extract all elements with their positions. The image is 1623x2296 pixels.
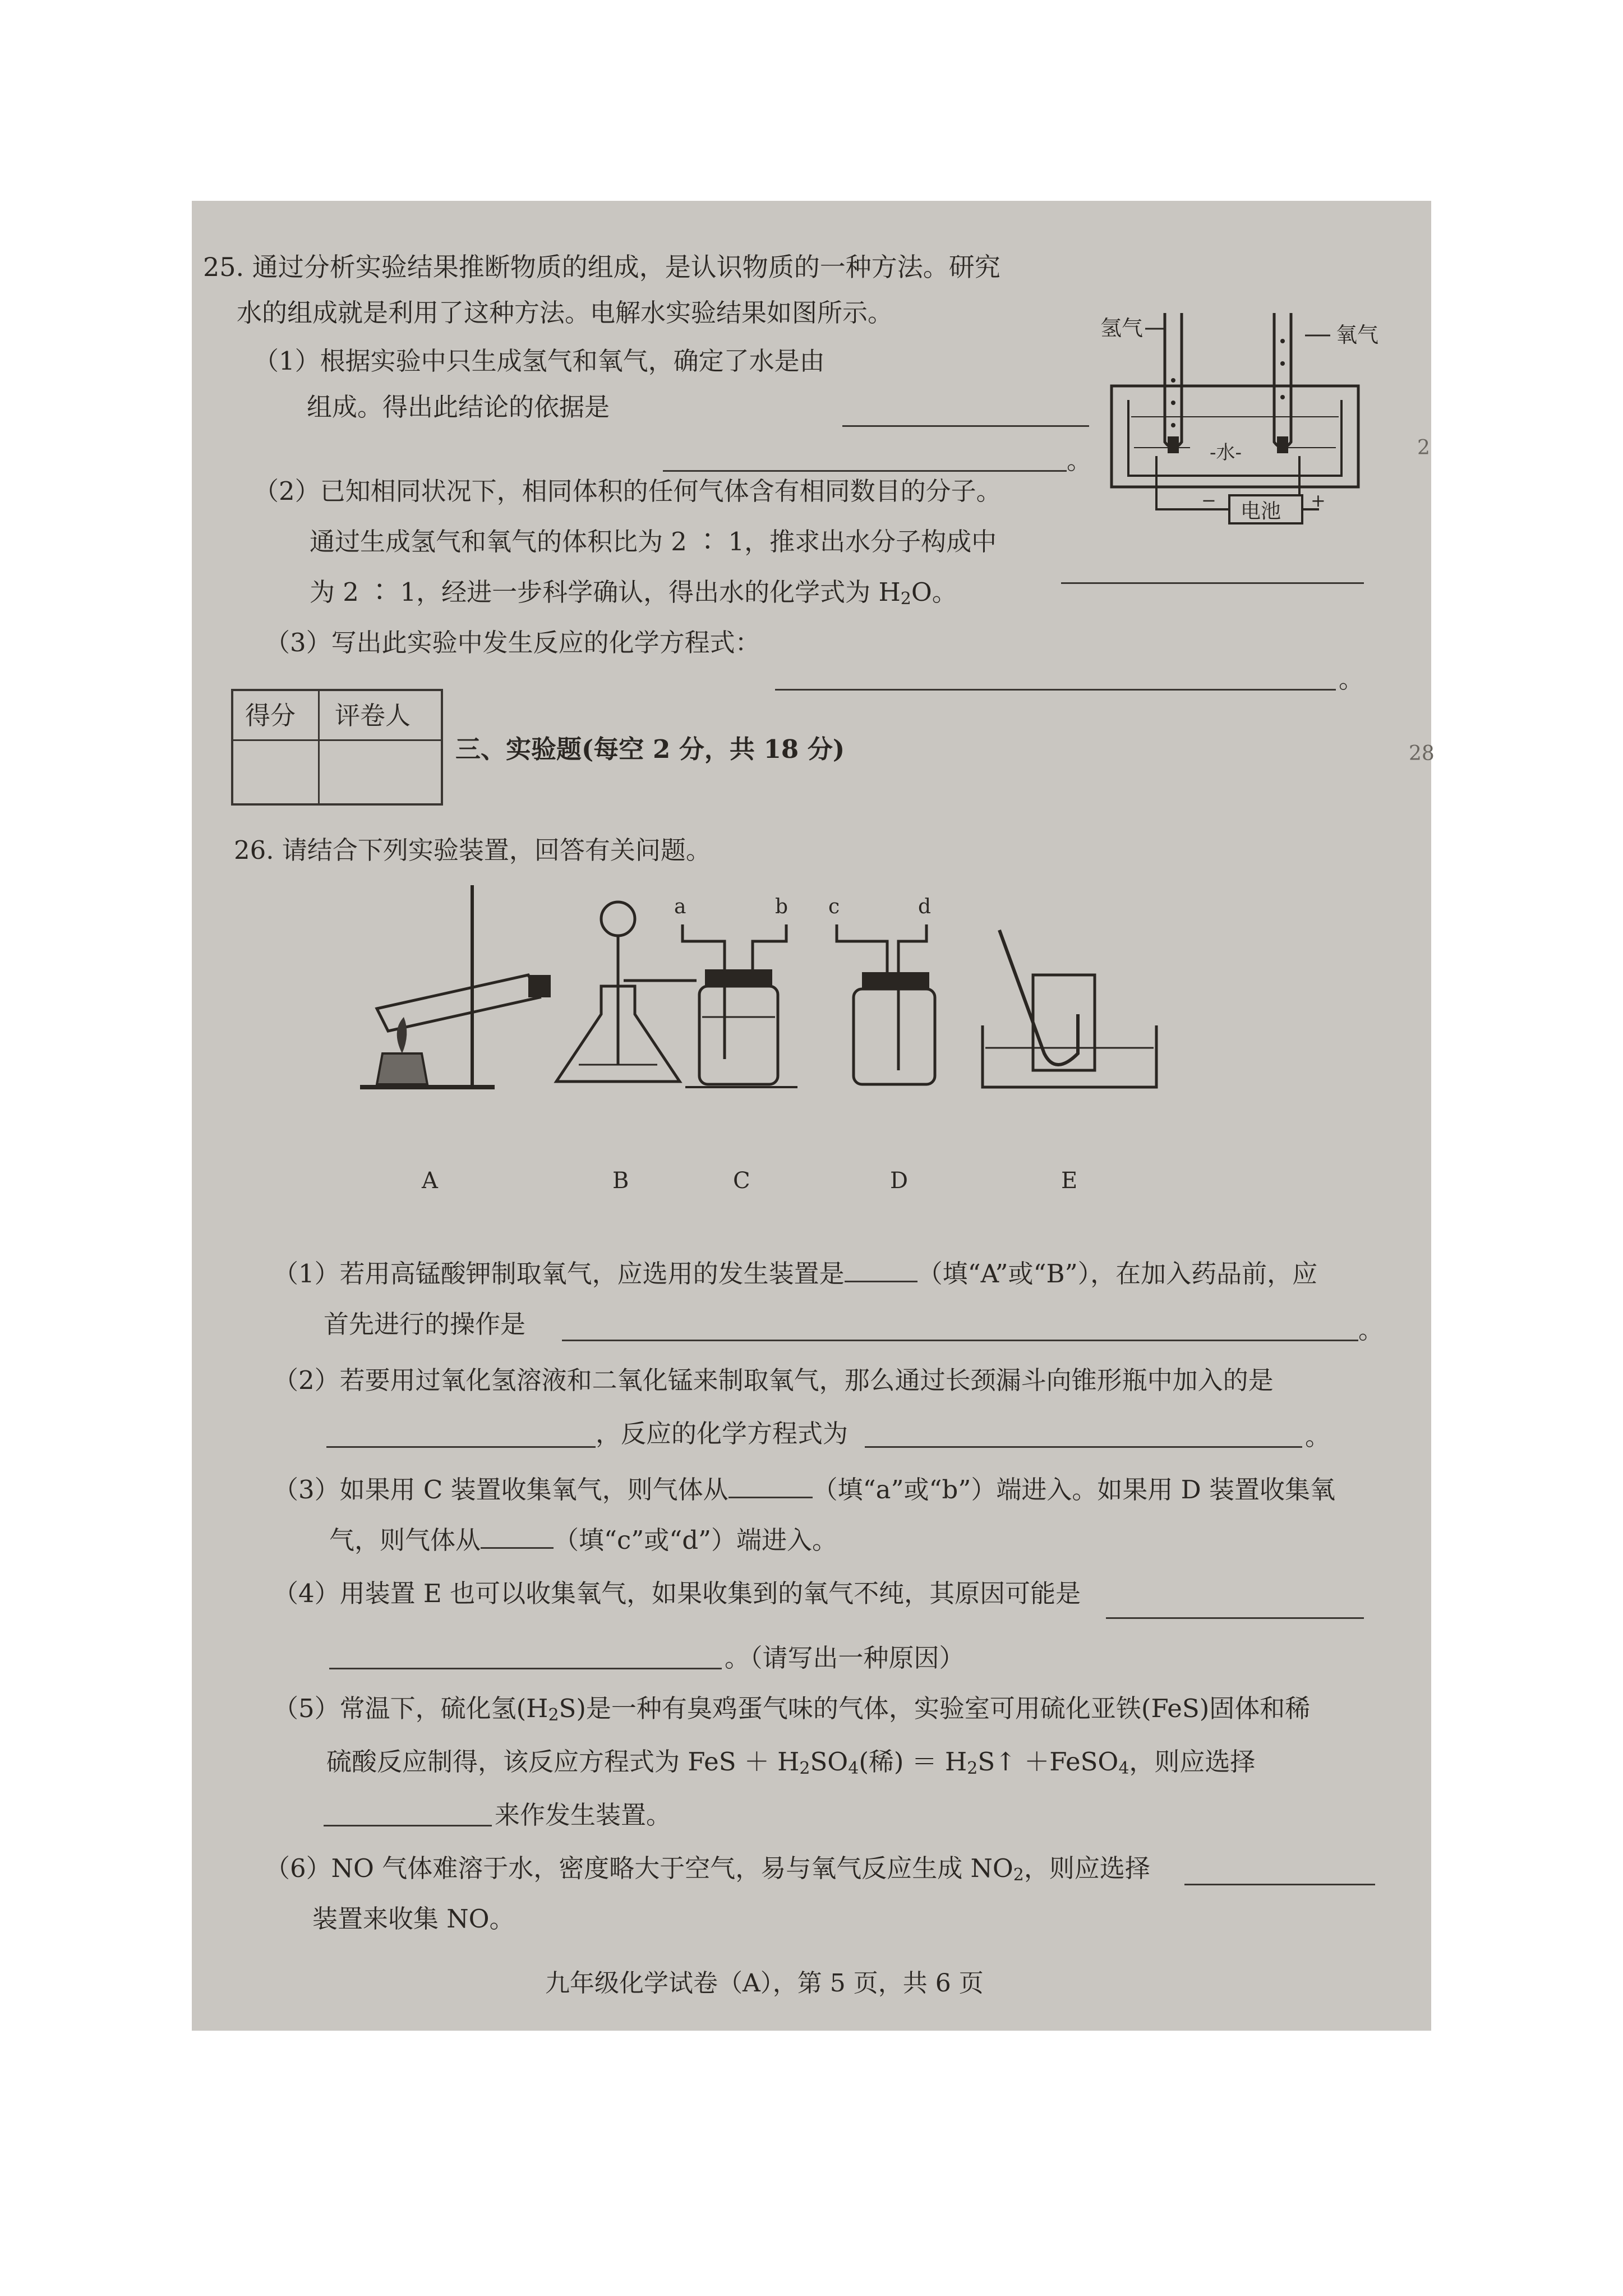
label-e: E: [1061, 1168, 1078, 1194]
edge-mark: 28: [1409, 742, 1435, 765]
answer-blank[interactable]: [326, 1446, 596, 1448]
grader-header: 评卷人: [335, 701, 411, 730]
battery-label: 电池: [1241, 500, 1281, 523]
port-c: c: [828, 895, 840, 918]
q25-part1-period: 。: [1067, 445, 1092, 475]
port-a: a: [674, 895, 686, 918]
edge-mark: 2: [1417, 436, 1430, 459]
q26-s2-line2: ，反应的化学方程式为: [596, 1419, 849, 1448]
label-a: A: [422, 1168, 438, 1194]
exam-page: [192, 201, 1435, 2031]
q25-line1: 25. 通过分析实验结果推断物质的组成，是认识物质的一种方法。研究: [203, 252, 1000, 282]
q26-s3-line1: （3）如果用 C 装置收集氧气，则气体从 （填“a”或“b”）端进入。如果用 D 装置收集氧: [273, 1475, 1336, 1504]
port-d: d: [918, 895, 932, 918]
answer-blank[interactable]: [1061, 582, 1364, 584]
q25-part2-line2: 通过生成氢气和氧气的体积比为 2 ∶ 1，推求出水分子构成中: [310, 527, 997, 556]
q26-s1-line2: 首先进行的操作是: [324, 1309, 526, 1339]
q26-s4-line1: （4）用装置 E 也可以收集氧气，如果收集到的氧气不纯，其原因可能是: [273, 1579, 1081, 1608]
answer-blank[interactable]: [663, 470, 1067, 472]
q26-s4-line2: 。（请写出一种原因）: [725, 1643, 965, 1673]
q26-s2-period: 。: [1305, 1421, 1331, 1451]
oxygen-label: 氧气: [1336, 323, 1379, 347]
water-label: -水-: [1210, 441, 1242, 464]
answer-blank[interactable]: [329, 1668, 722, 1669]
q25-part2-line3: 为 2 ∶ 1，经进一步科学确认，得出水的化学式为 $H_2O$。: [310, 577, 957, 609]
q26-s3-line2: 气，则气体从 （填“c”或“d”）端进入。: [329, 1525, 838, 1555]
q26-s1-line1: （1）若用高锰酸钾制取氧气，应选用的发生装置是 （填“A”或“B”），在加入药品前，应: [273, 1259, 1318, 1289]
score-header: 得分: [245, 701, 296, 730]
label-b: B: [612, 1168, 629, 1194]
answer-blank[interactable]: [562, 1340, 1358, 1341]
q25-part3: （3）写出此实验中发生反应的化学方程式：: [265, 628, 760, 657]
q26-s5-line1: （5）常温下，硫化氢$(H_2S)$是一种有臭鸡蛋气味的气体，实验室可用硫化亚铁(FeS)固体和稀: [273, 1694, 1311, 1725]
label-d: D: [890, 1168, 909, 1194]
answer-blank[interactable]: [865, 1446, 1302, 1448]
q25-part1-line1: （1）根据实验中只生成氢气和氧气，确定了水是由: [253, 346, 825, 376]
apparatus-figure: [338, 885, 1437, 1267]
q26-s1-period: 。: [1358, 1315, 1384, 1345]
battery-minus: −: [1201, 490, 1216, 511]
answer-blank[interactable]: [324, 1825, 492, 1826]
q26-s6-line2: 装置来收集 NO。: [312, 1904, 515, 1934]
q26-intro: 26. 请结合下列实验装置，回答有关问题。: [234, 835, 711, 865]
answer-blank[interactable]: [842, 425, 1089, 427]
q26-s5-line3: 来作发生装置。: [495, 1800, 672, 1830]
section3-title: 三、实验题(每空 2 分，共 18 分): [455, 734, 845, 764]
q26-s5-line2: 硫酸反应制得，该反应方程式为 FeS ＋ $H_2SO_4$(稀) ＝ $H_2S↑$ ＋FeSO$_4$，则应选择: [326, 1747, 1256, 1778]
port-b: b: [775, 895, 789, 918]
q26-s6-line1: （6）NO 气体难溶于水，密度略大于空气，易与氧气反应生成 $NO_2$，则应选择: [265, 1853, 1150, 1885]
battery-plus: +: [1311, 490, 1326, 511]
answer-blank[interactable]: [1184, 1884, 1375, 1885]
q25-part3-period: 。: [1339, 664, 1364, 694]
q25-part1-line2: 组成。得出此结论的依据是: [307, 392, 610, 422]
answer-blank[interactable]: [1106, 1617, 1364, 1619]
q26-s2-line1: （2）若要用过氧化氢溶液和二氧化锰来制取氧气，那么通过长颈漏斗向锥形瓶中加入的是: [273, 1365, 1274, 1395]
label-c: C: [733, 1168, 750, 1194]
electrolysis-figure: [1089, 296, 1381, 526]
page-footer: 九年级化学试卷（A），第 5 页，共 6 页: [545, 1969, 984, 1998]
q25-line2: 水的组成就是利用了这种方法。电解水实验结果如图所示。: [237, 298, 893, 328]
answer-blank[interactable]: [775, 689, 1336, 691]
hydrogen-label: 氢气: [1100, 316, 1144, 341]
q25-part2-line1: （2）已知相同状况下，相同体积的任何气体含有相同数目的分子。: [253, 476, 1002, 506]
